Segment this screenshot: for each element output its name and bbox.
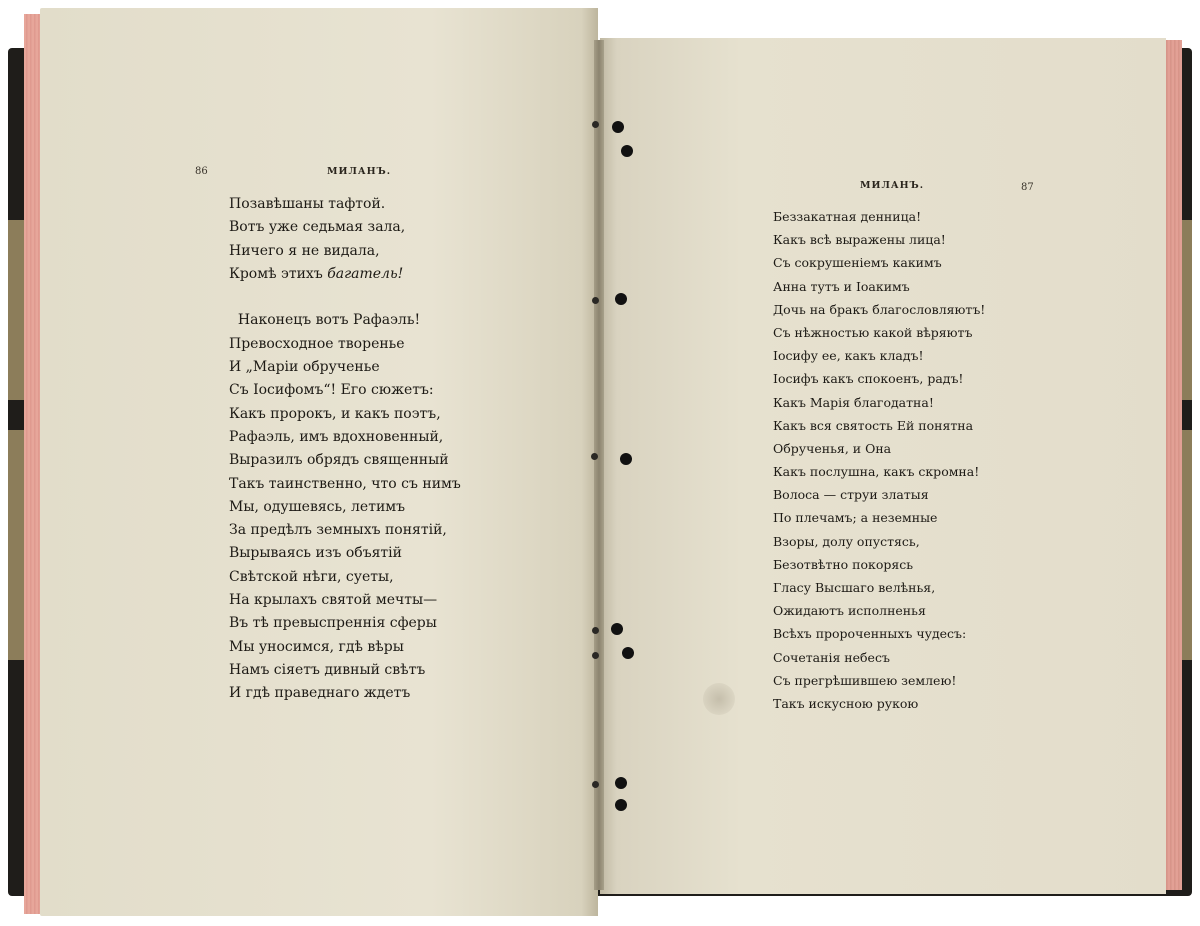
poem-line: Дочь на бракъ благословляютъ! xyxy=(773,301,986,317)
poem-line: Мы, одушевясь, летимъ xyxy=(229,498,406,515)
poem-line: Волоса — струи златыя xyxy=(773,487,929,503)
paper-stain xyxy=(703,683,735,715)
binding-hole xyxy=(622,647,634,659)
poem-line: Обрученья, и Она xyxy=(773,440,892,456)
binding-hole xyxy=(592,781,599,788)
poem-line: По плечамъ; а неземные xyxy=(773,510,938,526)
poem-line: Такъ искусною рукою xyxy=(773,695,919,711)
poem-line: Съ Іосифомъ“! Его сюжетъ: xyxy=(229,382,434,399)
binding-hole xyxy=(591,453,598,460)
poem-line: Іосифъ какъ спокоенъ, радъ! xyxy=(773,371,964,387)
poem-line: Безотвѣтно покорясь xyxy=(773,556,914,572)
poem-line: Кромѣ этихъ багатель! xyxy=(229,265,404,282)
poem-line: За предѣлъ земныхъ понятій, xyxy=(229,522,447,539)
binding-hole xyxy=(621,145,633,157)
binding-hole xyxy=(592,297,599,304)
page-number-right: 87 xyxy=(1021,182,1034,193)
poem-line: Беззакатная денница! xyxy=(773,209,922,224)
poem-line: Какъ всѣ выражены лица! xyxy=(773,232,946,248)
poem-line: Какъ послушна, какъ скромна! xyxy=(773,464,980,480)
poem-right xyxy=(773,205,985,715)
poem-line xyxy=(229,286,461,309)
poem-line: Какъ пророкъ, и какъ поэтъ, xyxy=(229,405,441,422)
book-gutter xyxy=(594,40,604,890)
poem-line: Ожидаютъ исполненья xyxy=(773,603,926,619)
poem-line: Іосифу ее, какъ кладъ! xyxy=(773,348,924,364)
poem-line: Взоры, долу опустясь, xyxy=(773,533,920,549)
poem-line: Съ сокрушеніемъ какимъ xyxy=(773,255,942,271)
poem-line: Намъ сіяетъ дивный свѣтъ xyxy=(229,661,426,678)
poem-line: Анна тутъ и Іоакимъ xyxy=(773,278,910,294)
poem-line: Мы уносимся, гдѣ вѣры xyxy=(229,638,404,655)
poem-line: Превосходное творенье xyxy=(229,335,405,352)
binding-hole xyxy=(592,652,599,659)
binding-hole xyxy=(592,627,599,634)
binding-hole xyxy=(615,777,627,789)
binding-hole xyxy=(615,293,627,305)
poem-line: Всѣхъ пророченныхъ чудесъ: xyxy=(773,626,967,642)
poem-line: Вырываясь изъ объятій xyxy=(229,545,402,562)
poem-line: Съ нѣжностью какой вѣряютъ xyxy=(773,324,973,340)
poem-line: Сочетанія небесъ xyxy=(773,649,890,665)
page-number-left: 86 xyxy=(195,166,208,177)
poem-line: Рафаэль, имъ вдохновенный, xyxy=(229,428,444,445)
poem-line: Съ прегрѣшившею землею! xyxy=(773,672,957,688)
binding-hole xyxy=(592,121,599,128)
poem-line: Такъ таинственно, что съ нимъ xyxy=(229,475,461,492)
poem-line: Гласу Высшаго велѣнья, xyxy=(773,580,936,595)
poem-line: Вотъ уже седьмая зала, xyxy=(229,219,406,236)
poem-line: Ничего я не видала, xyxy=(229,242,380,259)
binding-hole xyxy=(611,623,623,635)
poem-line: Позавѣшаны тафтой. xyxy=(229,196,386,212)
poem-line: И „Маріи обрученье xyxy=(229,359,380,376)
poem-line: Какъ Марія благодатна! xyxy=(773,394,934,410)
poem-line: Свѣтской нѣги, суеты, xyxy=(229,568,394,585)
poem-left xyxy=(229,193,461,706)
running-head-right: МИЛАНЪ. xyxy=(860,180,924,191)
binding-hole xyxy=(615,799,627,811)
italic-word: багатель! xyxy=(327,265,404,282)
poem-line: На крылахъ святой мечты— xyxy=(229,592,438,609)
poem-line: Какъ вся святость Ей понятна xyxy=(773,417,974,433)
poem-line: Выразилъ обрядъ священный xyxy=(229,452,449,469)
poem-line: И гдѣ праведнаго ждетъ xyxy=(229,685,411,702)
binding-hole xyxy=(620,453,632,465)
poem-line: Въ тѣ превыспреннія сферы xyxy=(229,615,437,632)
poem-line: Наконецъ вотъ Рафаэль! xyxy=(229,312,421,329)
binding-hole xyxy=(612,121,624,133)
running-head-left: МИЛАНЪ. xyxy=(327,166,391,177)
